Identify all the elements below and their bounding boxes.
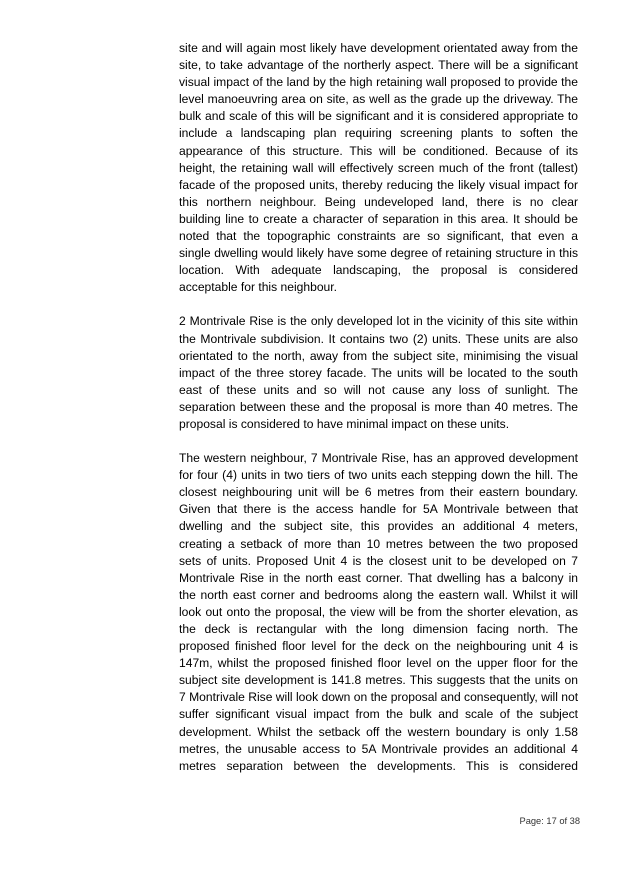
text-line: the north east corner and bedrooms along the eastern wall. Whilst it will	[179, 587, 578, 602]
text-line: metres separation between the developments. This is considered	[179, 758, 578, 773]
text-line: visual impact of the land by the high retaining wall proposed to provide the	[179, 75, 578, 90]
text-line: single dwelling would likely have some degree of retaining structure in this	[179, 246, 578, 261]
text-line: Montrivale Rise in the north east corner. That dwelling has a balcony in	[179, 570, 578, 585]
text-line: east of these units and so will not cause any loss of sunlight. The	[179, 382, 578, 397]
text-line: 2 Montrivale Rise is the only developed lot in the vicinity of this site within	[179, 314, 578, 329]
text-line: 7 Montrivale Rise will look down on the proposal and consequently, will not	[179, 690, 579, 705]
text-line: building line to create a character of separation in this area. It should be	[179, 211, 578, 226]
text-line: acceptable for this neighbour.	[179, 280, 337, 295]
text-line: dwelling and the subject site, this provides an additional 4 meters,	[179, 519, 578, 534]
text-line: closest neighbouring unit will be 6 metres from their eastern boundary.	[179, 485, 578, 500]
text-line: suffer significant visual impact from the bulk and scale of the subject	[179, 707, 578, 722]
text-line: include a landscaping plan requiring screening plants to soften the	[179, 126, 578, 141]
paragraph-spacer	[179, 296, 578, 313]
text-line: metres, the unusable access to 5A Montrivale provides an additional 4	[179, 741, 578, 756]
text-line: Given that there is the access handle for 5A Montrivale between that	[179, 502, 578, 517]
text-line: site and will again most likely have development orientated away from the	[179, 41, 578, 55]
text-line: subject site development is 141.8 metres. This suggests that the units on	[179, 673, 578, 688]
paragraph-2-montrivale-rise	[179, 313, 578, 433]
text-line: location. With adequate landscaping, the proposal is considered	[179, 263, 578, 278]
text-line: facade of the proposed units, thereby reducing the likely visual impact for	[179, 177, 578, 192]
paragraph-spacer	[179, 433, 578, 450]
text-line: proposal is considered to have minimal impact on these units.	[179, 416, 510, 431]
body-text	[179, 40, 578, 775]
text-line: level manoeuvring area on site, as well as the grade up the driveway. The	[179, 92, 578, 107]
text-line: site, to take advantage of the northerly aspect. There will be a significant	[179, 58, 578, 73]
text-line: proposed finished floor level for the deck on the neighbouring unit 4 is	[179, 639, 578, 654]
text-line: orientated to the north, away from the subject site, minimising the visual	[179, 348, 578, 363]
text-line: this northern neighbour. Being undeveloped land, there is no clear	[179, 194, 578, 209]
paragraph-western-neighbour	[179, 450, 578, 775]
text-line: separation between these and the proposal is more than 40 metres. The	[179, 399, 578, 414]
text-line: noted that the topographic constraints are so significant, that even a	[179, 229, 578, 244]
page-number: Page: 17 of 38	[519, 816, 580, 826]
text-line: creating a setback of more than 10 metres between the two proposed	[179, 536, 578, 551]
text-line: bulk and scale of this will be significant and it is considered appropriate to	[179, 109, 578, 124]
text-line: appearance of this structure. This will be conditioned. Because of its	[179, 143, 578, 158]
text-line: the Montrivale subdivision. It contains two (2) units. These units are also	[179, 331, 578, 346]
text-line: the deck is rectangular with the long dimension facing north. The	[179, 622, 578, 636]
text-line: The western neighbour, 7 Montrivale Rise, has an approved development	[179, 451, 578, 466]
text-line: height, the retaining wall will effectively screen much of the front (tallest)	[179, 160, 578, 175]
text-line: look out onto the proposal, the view will be from the shorter elevation, as	[179, 604, 578, 619]
text-line: 147m, whilst the proposed finished floor level on the upper floor for the	[179, 656, 578, 671]
text-line: development. Whilst the setback off the western boundary is only 1.58	[179, 724, 578, 739]
text-line: impact of the three storey facade. The units will be located to the south	[179, 365, 578, 380]
text-line: for four (4) units in two tiers of two units each stepping down the hill. The	[179, 468, 578, 483]
paragraph-northern-neighbour	[179, 40, 578, 296]
text-line: sets of units. Proposed Unit 4 is the closest unit to be developed on 7	[179, 553, 578, 568]
